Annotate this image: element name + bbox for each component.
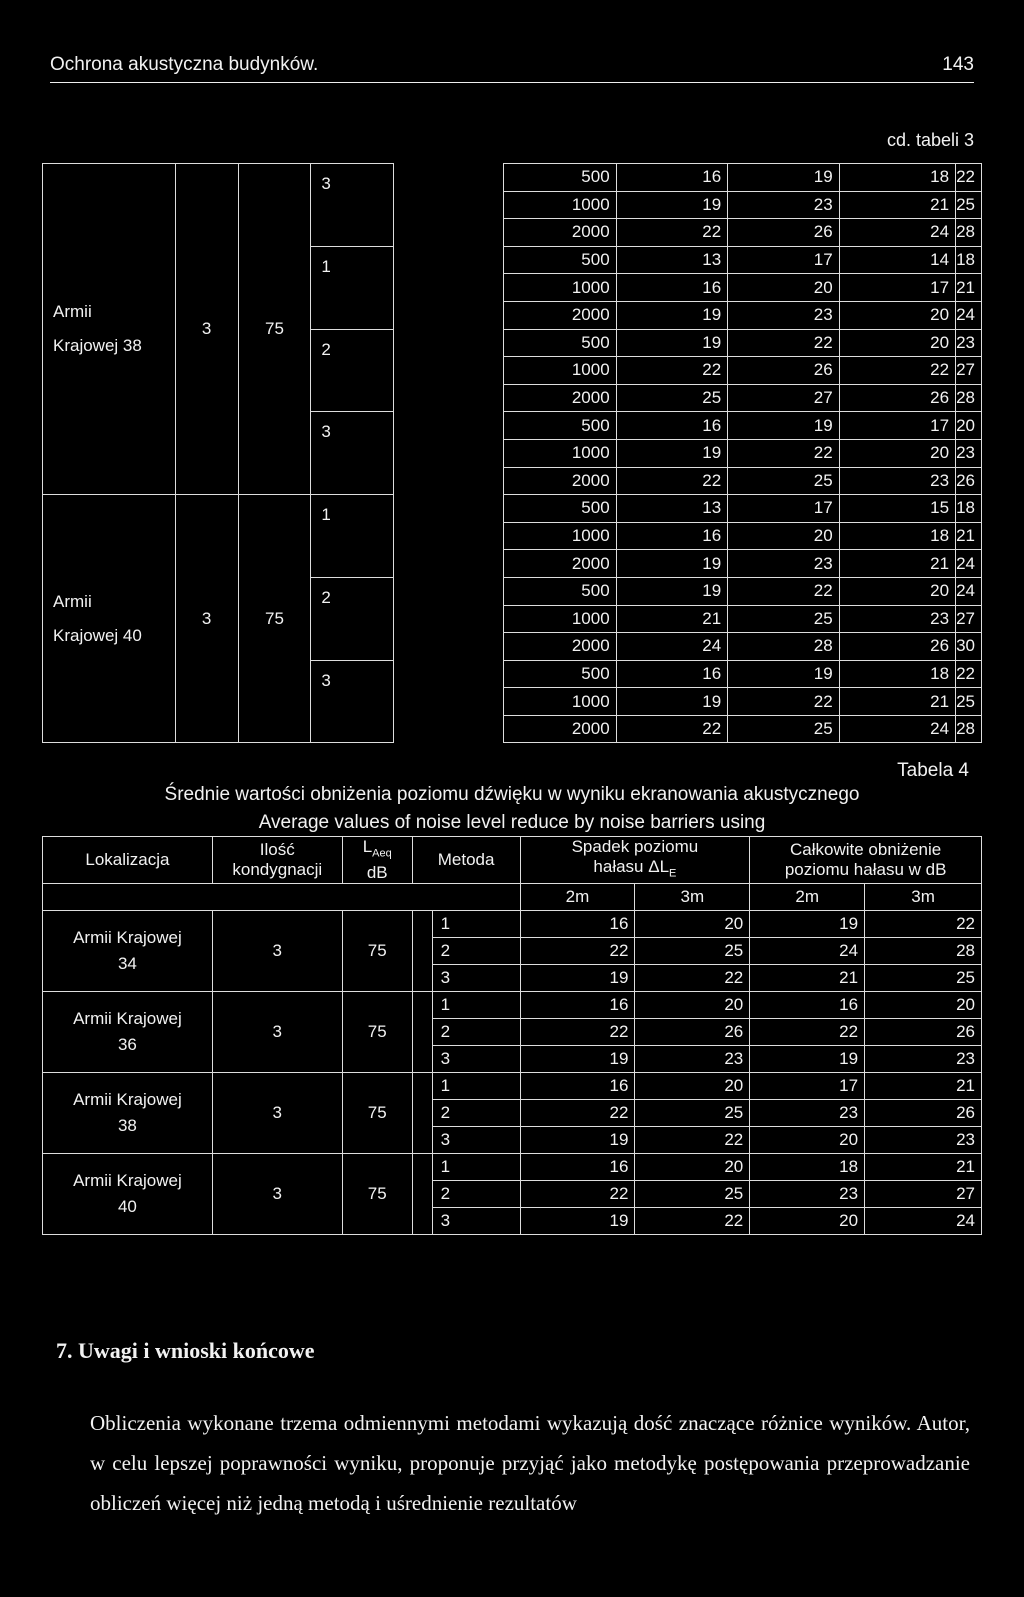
value-cell: 27: [865, 1181, 982, 1208]
value-cell: 24: [839, 219, 955, 247]
method-cell: 1: [432, 1073, 520, 1100]
location-line: 34: [117, 954, 137, 974]
frequency-cell: 1000: [504, 522, 616, 550]
frequency-cell: 2000: [504, 301, 616, 329]
blank-cell: [393, 495, 504, 523]
value-cell: 21: [839, 550, 955, 578]
value-cell: 26: [839, 384, 955, 412]
method-cell: 2: [432, 938, 520, 965]
value-cell: 24: [750, 938, 865, 965]
frequency-cell: 500: [504, 412, 616, 440]
value-cell: 24: [865, 1208, 982, 1235]
header-spadek-line1: Spadek poziomu: [571, 837, 699, 856]
frequency-cell: 500: [504, 495, 616, 523]
value-cell: 16: [520, 1073, 635, 1100]
page-number: 143: [942, 54, 974, 75]
table3-continued-label: cd. tabeli 3: [886, 130, 974, 150]
value-cell: 16: [616, 522, 728, 550]
method-cell: 3: [432, 1127, 520, 1154]
frequency-cell: 500: [504, 164, 616, 192]
value-cell: 13: [616, 246, 728, 274]
value-cell: 19: [520, 1046, 635, 1073]
header-sub-spadek-3m: 3m: [635, 884, 750, 911]
value-cell: 23: [839, 605, 955, 633]
header-sub-spadek-2m: 2m: [520, 884, 635, 911]
value-cell: 19: [520, 965, 635, 992]
value-cell: 19: [750, 1046, 865, 1073]
value-cell: 24: [616, 633, 728, 661]
frequency-cell: 1000: [504, 274, 616, 302]
value-cell: 22: [520, 1100, 635, 1127]
value-cell: 26: [839, 633, 955, 661]
frequency-cell: 1000: [504, 439, 616, 467]
value-cell: 22: [635, 1208, 750, 1235]
value-cell: 25: [956, 191, 982, 219]
header-total-line1: Całkowite obniżenie: [790, 840, 942, 860]
value-cell: 17: [839, 412, 955, 440]
blank-cell: [393, 274, 504, 302]
frequency-cell: 2000: [504, 467, 616, 495]
value-cell: 28: [956, 384, 982, 412]
running-title: Ochrona akustyczna budynków.: [50, 54, 319, 75]
value-cell: 23: [728, 301, 840, 329]
location-line: 38: [117, 1116, 137, 1136]
frequency-cell: 2000: [504, 384, 616, 412]
spacer-cell: [412, 992, 432, 1073]
value-cell: 30: [956, 633, 982, 661]
value-cell: 16: [520, 992, 635, 1019]
value-cell: 21: [616, 605, 728, 633]
value-cell: 19: [728, 412, 840, 440]
value-cell: 20: [839, 301, 955, 329]
header-floors-line1: Ilość: [259, 840, 295, 860]
value-cell: 26: [635, 1019, 750, 1046]
value-cell: 19: [616, 191, 728, 219]
frequency-cell: 2000: [504, 219, 616, 247]
value-cell: 27: [956, 605, 982, 633]
value-cell: 23: [750, 1100, 865, 1127]
value-cell: 22: [839, 357, 955, 385]
value-cell: 27: [956, 357, 982, 385]
value-cell: 16: [616, 412, 728, 440]
value-cell: 24: [956, 301, 982, 329]
frequency-cell: 2000: [504, 715, 616, 743]
frequency-cell: 500: [504, 329, 616, 357]
method-cell: 3: [311, 660, 393, 743]
value-cell: 26: [728, 357, 840, 385]
value-cell: 22: [520, 1181, 635, 1208]
header-sub-total-3m: 3m: [865, 884, 982, 911]
blank-cell: [393, 522, 504, 550]
frequency-cell: 1000: [504, 605, 616, 633]
floors-cell: 3: [175, 164, 238, 495]
value-cell: 21: [865, 1154, 982, 1181]
value-cell: 24: [956, 577, 982, 605]
location-line: Armii Krajowej: [73, 1171, 182, 1191]
method-cell: 3: [432, 1046, 520, 1073]
method-cell: 1: [432, 911, 520, 938]
value-cell: 20: [728, 522, 840, 550]
value-cell: 25: [616, 384, 728, 412]
value-cell: 21: [839, 191, 955, 219]
value-cell: 26: [865, 1100, 982, 1127]
value-cell: 22: [616, 467, 728, 495]
floors-cell: 3: [212, 1073, 342, 1154]
value-cell: 21: [750, 965, 865, 992]
value-cell: 25: [865, 965, 982, 992]
value-cell: 26: [956, 467, 982, 495]
floors-cell: 3: [212, 992, 342, 1073]
method-cell: 2: [311, 577, 393, 660]
header-laeq-subscript: Aeq: [372, 847, 392, 860]
value-cell: 20: [728, 274, 840, 302]
method-cell: 2: [432, 1019, 520, 1046]
section-title: 7. Uwagi i wnioski końcowe: [56, 1338, 315, 1363]
value-cell: 19: [728, 164, 840, 192]
value-cell: 22: [728, 688, 840, 716]
value-cell: 20: [635, 1073, 750, 1100]
header-location: Lokalizacja: [43, 837, 213, 884]
table3: [42, 163, 982, 743]
method-cell: 1: [311, 246, 393, 329]
location-line: Armii Krajowej: [73, 1009, 182, 1029]
frequency-cell: 500: [504, 246, 616, 274]
value-cell: 22: [616, 357, 728, 385]
value-cell: 18: [956, 495, 982, 523]
value-cell: 25: [635, 1181, 750, 1208]
header-floors-line2: kondygnacji: [232, 860, 323, 880]
value-cell: 17: [728, 495, 840, 523]
value-cell: 19: [616, 439, 728, 467]
method-cell: 3: [432, 1208, 520, 1235]
header-spadek-subscript: E: [669, 867, 677, 880]
header-total-line2: poziomu hałasu w dB: [784, 860, 947, 880]
value-cell: 16: [616, 164, 728, 192]
value-cell: 25: [956, 688, 982, 716]
table-row: [43, 1154, 982, 1181]
value-cell: 19: [520, 1208, 635, 1235]
section-body: [90, 1403, 970, 1523]
frequency-cell: 2000: [504, 633, 616, 661]
value-cell: 22: [635, 1127, 750, 1154]
method-cell: 2: [432, 1100, 520, 1127]
table-row: [43, 911, 982, 938]
value-cell: 19: [728, 660, 840, 688]
value-cell: 19: [750, 911, 865, 938]
value-cell: 22: [635, 965, 750, 992]
blank-cell: [393, 329, 504, 357]
value-cell: 20: [635, 1154, 750, 1181]
table-row: [43, 495, 982, 523]
value-cell: 22: [750, 1019, 865, 1046]
value-cell: 16: [616, 660, 728, 688]
value-cell: 23: [728, 550, 840, 578]
table-row: [43, 164, 982, 192]
frequency-cell: 500: [504, 577, 616, 605]
location-line: Armii: [53, 591, 92, 611]
blank-cell: [393, 715, 504, 743]
method-cell: 3: [311, 164, 393, 247]
value-cell: 23: [750, 1181, 865, 1208]
laeq-cell: 75: [342, 1154, 412, 1235]
value-cell: 22: [865, 911, 982, 938]
value-cell: 21: [839, 688, 955, 716]
value-cell: 19: [616, 301, 728, 329]
value-cell: 23: [839, 467, 955, 495]
value-cell: 22: [728, 439, 840, 467]
apartments-cell: 75: [238, 495, 311, 743]
frequency-cell: 500: [504, 660, 616, 688]
value-cell: 17: [728, 246, 840, 274]
value-cell: 26: [728, 219, 840, 247]
value-cell: 20: [839, 577, 955, 605]
value-cell: 25: [728, 467, 840, 495]
frequency-cell: 1000: [504, 357, 616, 385]
table4: [42, 836, 982, 1235]
value-cell: 25: [728, 715, 840, 743]
value-cell: 20: [839, 329, 955, 357]
value-cell: 23: [956, 329, 982, 357]
blank-cell: [393, 633, 504, 661]
location-line: Armii Krajowej: [73, 1090, 182, 1110]
value-cell: 22: [956, 164, 982, 192]
value-cell: 19: [520, 1127, 635, 1154]
value-cell: 28: [865, 938, 982, 965]
value-cell: 17: [839, 274, 955, 302]
location-line: Krajowej 40: [53, 625, 142, 645]
value-cell: 23: [635, 1046, 750, 1073]
location-cell: [43, 992, 213, 1073]
value-cell: 16: [520, 1154, 635, 1181]
header-sub-blank: [43, 884, 521, 911]
table4-label: Tabela 4: [897, 760, 969, 781]
apartments-cell: 75: [238, 164, 311, 495]
blank-cell: [393, 660, 504, 688]
blank-cell: [393, 577, 504, 605]
method-cell: 1: [432, 1154, 520, 1181]
header-laeq-symbol: L: [362, 837, 373, 856]
blank-cell: [393, 688, 504, 716]
blank-cell: [393, 605, 504, 633]
blank-cell: [393, 412, 504, 440]
value-cell: 24: [839, 715, 955, 743]
value-cell: 18: [839, 522, 955, 550]
value-cell: 23: [956, 439, 982, 467]
location-line: Krajowej 38: [53, 336, 142, 356]
location-line: 36: [117, 1035, 137, 1055]
value-cell: 24: [956, 550, 982, 578]
value-cell: 28: [956, 715, 982, 743]
blank-cell: [393, 357, 504, 385]
laeq-cell: 75: [342, 992, 412, 1073]
value-cell: 23: [865, 1127, 982, 1154]
value-cell: 18: [839, 164, 955, 192]
location-line: Armii: [53, 302, 92, 322]
spacer-cell: [412, 1073, 432, 1154]
value-cell: 17: [750, 1073, 865, 1100]
spacer-cell: [412, 911, 432, 992]
table4-title-pl: Średnie wartości obniżenia poziomu dźwięku w wyniku ekranowania akustycznego: [164, 784, 860, 805]
value-cell: 23: [728, 191, 840, 219]
header-method: Metoda: [412, 837, 520, 884]
header-floors: [212, 837, 342, 884]
value-cell: 20: [865, 992, 982, 1019]
value-cell: 13: [616, 495, 728, 523]
table4-title-en: Average values of noise level reduce by noise barriers using: [258, 812, 766, 833]
blank-cell: [393, 164, 504, 192]
value-cell: 22: [520, 938, 635, 965]
value-cell: 25: [635, 938, 750, 965]
blank-cell: [393, 384, 504, 412]
method-cell: 3: [311, 412, 393, 495]
value-cell: 20: [750, 1127, 865, 1154]
table-row: [43, 992, 982, 1019]
location-cell: [43, 164, 176, 495]
header-rule: [50, 82, 974, 83]
value-cell: 18: [956, 246, 982, 274]
value-cell: 20: [839, 439, 955, 467]
laeq-cell: 75: [342, 911, 412, 992]
header-laeq: [342, 837, 412, 884]
location-cell: [43, 1073, 213, 1154]
value-cell: 16: [520, 911, 635, 938]
value-cell: 15: [839, 495, 955, 523]
location-cell: [43, 1154, 213, 1235]
value-cell: 21: [956, 274, 982, 302]
location-cell: [43, 911, 213, 992]
value-cell: 18: [839, 660, 955, 688]
blank-cell: [393, 191, 504, 219]
value-cell: 26: [865, 1019, 982, 1046]
floors-cell: 3: [212, 1154, 342, 1235]
frequency-cell: 1000: [504, 191, 616, 219]
value-cell: 22: [616, 219, 728, 247]
value-cell: 20: [635, 911, 750, 938]
header-sub-total-2m: 2m: [750, 884, 865, 911]
value-cell: 22: [728, 329, 840, 357]
value-cell: 22: [520, 1019, 635, 1046]
location-line: 40: [117, 1197, 137, 1217]
value-cell: 22: [728, 577, 840, 605]
blank-cell: [393, 467, 504, 495]
value-cell: 28: [956, 219, 982, 247]
location-line: Armii Krajowej: [73, 928, 182, 948]
blank-cell: [393, 246, 504, 274]
header-total: [750, 837, 982, 884]
value-cell: 19: [616, 577, 728, 605]
value-cell: 20: [956, 412, 982, 440]
section-paragraph: Obliczenia wykonane trzema odmiennymi metodami wykazują dość znaczące różnice wyników. Autor, w celu lepszej poprawności wyniku, proponuje przyjąć jako metodykę postępowania przeprowadzanie obliczeń więcej niż jedną metodą i uśrednienie rezultatów: [90, 1411, 970, 1515]
value-cell: 16: [616, 274, 728, 302]
header-spadek: [520, 837, 750, 884]
location-cell: [43, 495, 176, 743]
value-cell: 16: [750, 992, 865, 1019]
value-cell: 22: [616, 715, 728, 743]
laeq-cell: 75: [342, 1073, 412, 1154]
value-cell: 18: [750, 1154, 865, 1181]
method-cell: 3: [432, 965, 520, 992]
blank-cell: [393, 219, 504, 247]
table-row: [43, 1073, 982, 1100]
value-cell: 27: [728, 384, 840, 412]
value-cell: 25: [635, 1100, 750, 1127]
header-laeq-unit: dB: [366, 863, 388, 883]
value-cell: 20: [635, 992, 750, 1019]
value-cell: 28: [728, 633, 840, 661]
header-spadek-line2: hałasu ΔL: [593, 857, 670, 876]
value-cell: 19: [616, 688, 728, 716]
value-cell: 19: [616, 329, 728, 357]
page-header: [50, 54, 974, 76]
blank-cell: [393, 301, 504, 329]
spacer-cell: [412, 1154, 432, 1235]
frequency-cell: 1000: [504, 688, 616, 716]
floors-cell: 3: [212, 911, 342, 992]
frequency-cell: 2000: [504, 550, 616, 578]
method-cell: 2: [311, 329, 393, 412]
blank-cell: [393, 550, 504, 578]
blank-cell: [393, 439, 504, 467]
value-cell: 21: [865, 1073, 982, 1100]
floors-cell: 3: [175, 495, 238, 743]
value-cell: 23: [865, 1046, 982, 1073]
value-cell: 20: [750, 1208, 865, 1235]
method-cell: 1: [311, 495, 393, 578]
value-cell: 14: [839, 246, 955, 274]
value-cell: 22: [956, 660, 982, 688]
method-cell: 2: [432, 1181, 520, 1208]
value-cell: 21: [956, 522, 982, 550]
method-cell: 1: [432, 992, 520, 1019]
value-cell: 19: [616, 550, 728, 578]
value-cell: 25: [728, 605, 840, 633]
